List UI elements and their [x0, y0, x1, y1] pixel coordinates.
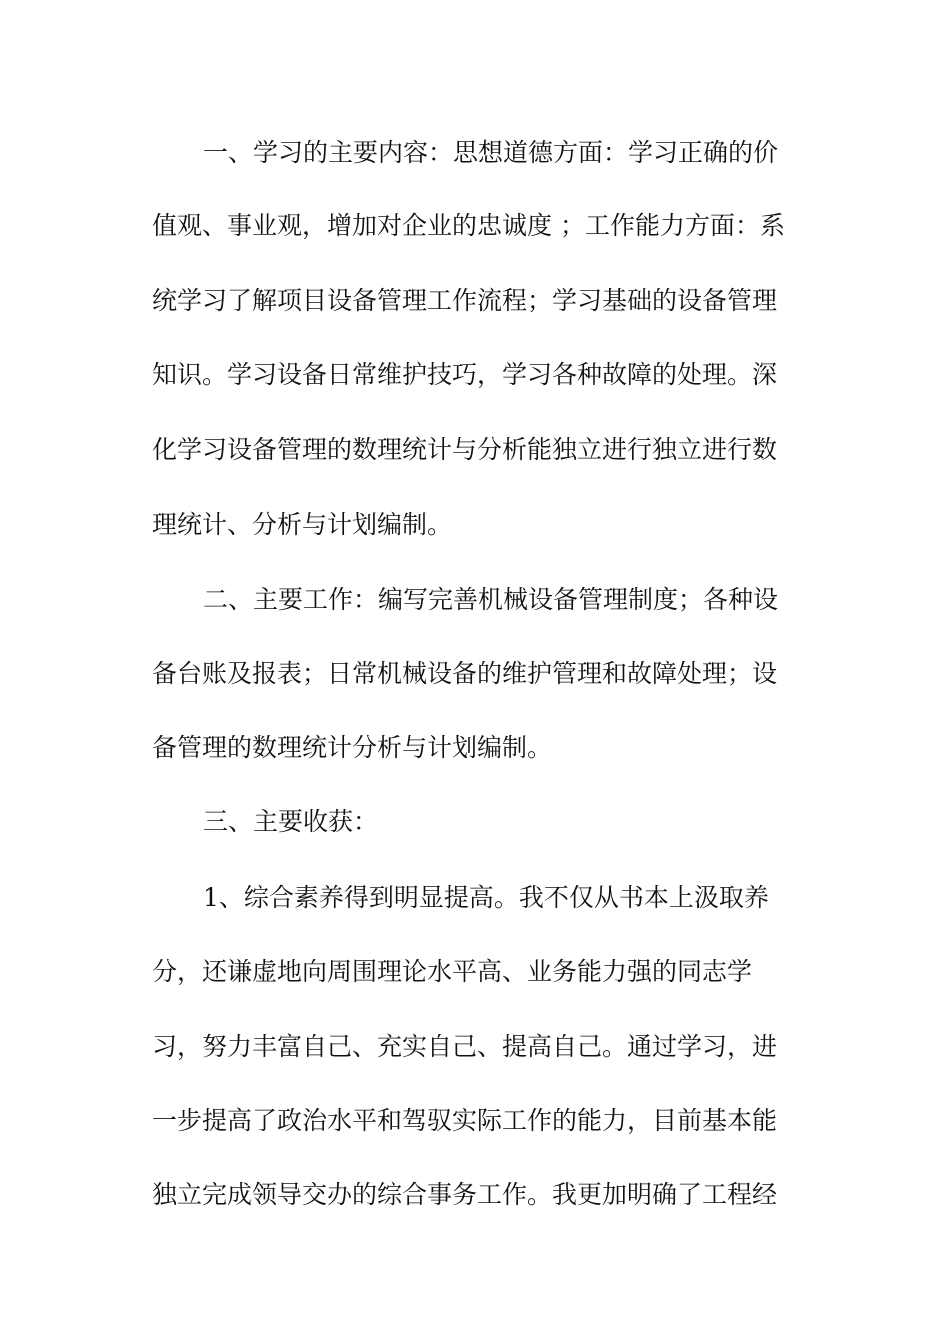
- paragraph-1-line-5: 化学习设备管理的数理统计与分析能独立进行独立进行数: [152, 435, 778, 464]
- paragraph-2-line-2: 备台账及报表；日常机械设备的维护管理和故障处理；设: [152, 659, 778, 688]
- paragraph-4-line-3: 习，努力丰富自己、充实自己、提高自己。通过学习，进: [152, 1032, 778, 1061]
- paragraph-2-line-3: 备管理的数理统计分析与计划编制。: [152, 733, 553, 762]
- paragraph-2-line-1: 二、主要工作：编写完善机械设备管理制度；各种设: [203, 585, 779, 614]
- paragraph-4-line-4: 一步提高了政治水平和驾驭实际工作的能力，目前基本能: [152, 1106, 778, 1135]
- paragraph-4-line-2: 分，还谦虚地向周围理论水平高、业务能力强的同志学: [152, 957, 753, 986]
- paragraph-4-line-5: 独立完成领导交办的综合事务工作。我更加明确了工程经: [152, 1180, 778, 1209]
- paragraph-1-line-1: 一、学习的主要内容：思想道德方面：学习正确的价: [203, 138, 779, 167]
- paragraph-1-line-2: 值观、事业观，增加对企业的忠诚度 ；工作能力方面：系: [152, 211, 785, 240]
- paragraph-3-line-1: 三、主要收获：: [203, 807, 379, 836]
- paragraph-1-line-6: 理统计、分析与计划编制。: [152, 510, 453, 539]
- paragraph-4-line-1: 1、综合素养得到明显提高。我不仅从书本上汲取养: [203, 883, 769, 912]
- paragraph-1-line-4: 知识。学习设备日常维护技巧，学习各种故障的处理。深: [152, 360, 778, 389]
- paragraph-1-line-3: 统学习了解项目设备管理工作流程；学习基础的设备管理: [152, 286, 778, 315]
